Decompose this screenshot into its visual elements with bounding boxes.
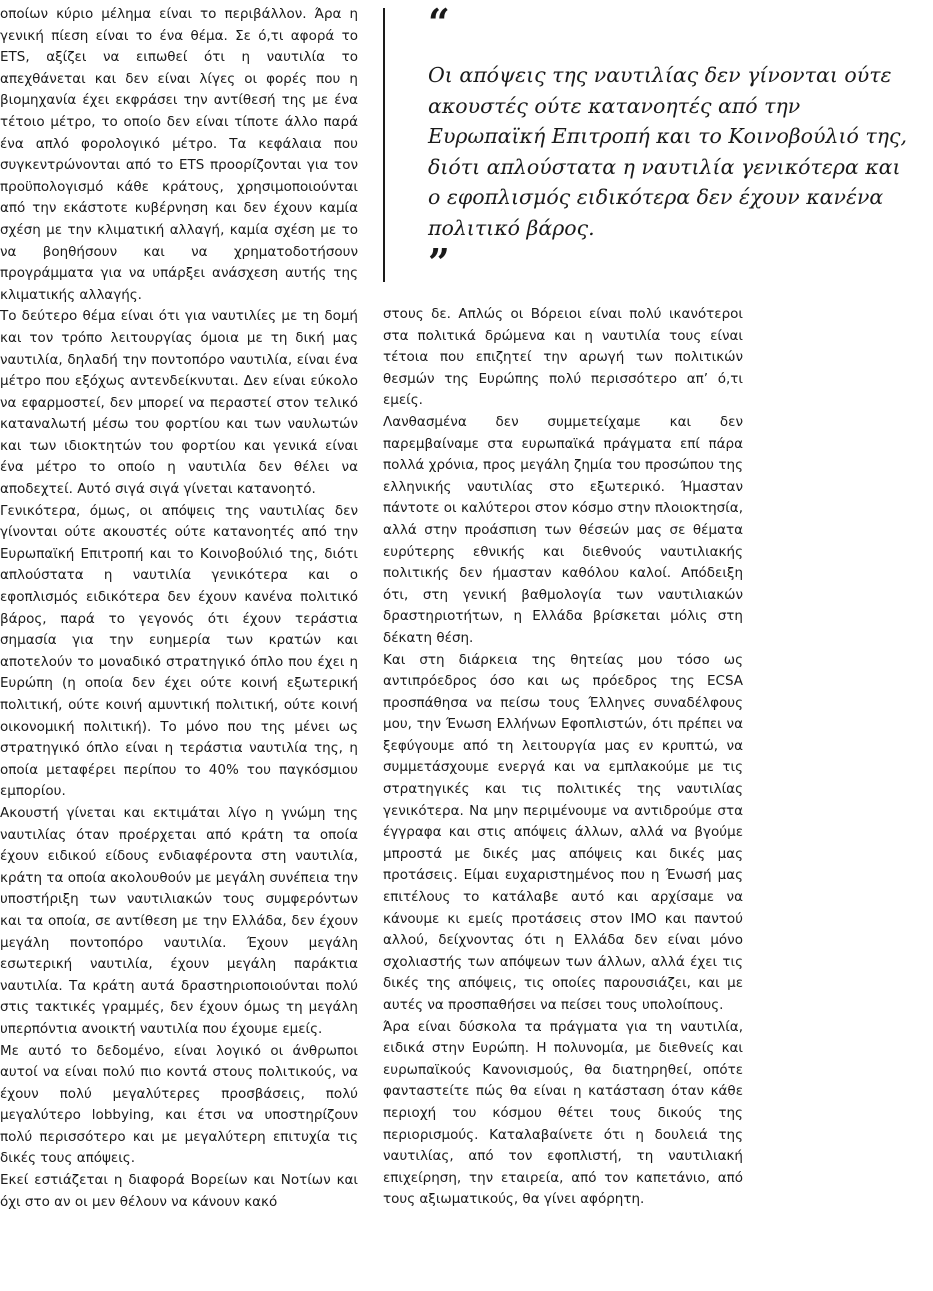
paragraph: οποίων κύριο μέλημα είναι το περιβάλλον. Άρα η γενική πίεση είναι το ένα θέμα. Σε ό,τι αφορά το ETS, αξίζει να ειπωθεί ότι η ναυτιλία το απεχθάνεται και δεν είναι λίγες οι φορές που η βιομηχανία έχει εκφράσει την αντίθεσή της με ένα τέτοιο μέτρο, το οποίο δεν είναι τίποτε άλλο παρά ένα απλό φορολογικό μέτρο. Τα κεφάλαια που συγκεντρώνονται από το ETS προορίζονται για τον προϋπολογισμό κάθε κράτους, χρησιμοποιούνται από την εκάστοτε κυβέρνηση και δεν έχουν καμία σχέση με την κλιματική αλλαγή, καμία σχέση με το να βοηθήσουν και να χρηματοδοτήσουν προγράμματα για να υπάρξει ανάσχεση αυτής της κλιματικής αλλαγής. <box>0 6 358 303</box>
right-column <box>383 304 743 1211</box>
paragraph: Ακουστή γίνεται και εκτιμάται λίγο η γνώμη της ναυτιλίας όταν προέρχεται από κράτη τα οποία έχουν ειδικού είδους ενδιαφέροντα στη ναυτιλία, κράτη τα οποία ακολουθούν με μεγάλη συνέπεια την υποστήριξη των ναυτιλιακών τους συμφερόντων και τα οποία, σε αντίθεση με την Ελλάδα, δεν έχουν μεγάλη ποντοπόρο ναυτιλία. Έχουν μεγάλη εσωτερική ναυτιλία, έχουν μεγάλη παράκτια ναυτιλία. Τα κράτη αυτά δραστηριοποιούνται πολύ στις τακτικές γραμμές, δεν έχουν όμως τη μεγάλη υπερπόντια ανοικτή ναυτιλία που έχουμε εμείς. <box>0 804 358 1037</box>
close-quote-mark: ” <box>428 240 450 285</box>
paragraph: Λανθασμένα δεν συμμετείχαμε και δεν παρεμβαίναμε στα ευρωπαϊκά πράγματα επί πάρα πολλά χρόνια, προς μεγάλη ζημία του προσώπου της ελληνικής ναυτιλίας στο εξωτερικό. Ήμασταν πάντοτε οι καλύτεροι στον κόσμο στην πλοιοκτησία, αλλά στην προάσπιση των θέσεών μας σε θέματα ευρύτερης εθνικής και διεθνούς ναυτιλιακής πολιτικής δεν ήμασταν καθόλου καλοί. Απόδειξη ότι, στη γενική βαθμολογία των ναυτιλιακών δραστηριοτήτων, η Ελλάδα βρίσκεται μόλις στη δέκατη θέση. <box>383 413 743 646</box>
paragraph: Το δεύτερο θέμα είναι ότι για ναυτιλίες με τη δομή και τον τρόπο λειτουργίας όμοια με τη δική μας ναυτιλία, δηλαδή την ποντοπόρο ναυτιλία, είναι ένα μέτρο που εξόχως αντενδείκνυται. Δεν είναι εύκολο να εφαρμοστεί, δεν μπορεί να περαστεί στον τελικό καταναλωτή μέσω του φορτίου και των ναυλωτών και των ιδιοκτητών του φορτίου και γενικά είναι ένα μέτρο το οποίο η ναυτιλία δεν θέλει να αποδεχτεί. Αυτό σιγά σιγά γίνεται κατανοητό. <box>0 308 358 498</box>
pull-quote <box>383 0 907 285</box>
open-quote-mark: “ <box>428 0 450 45</box>
quote-bar <box>383 8 385 282</box>
paragraph: Με αυτό το δεδομένο, είναι λογικό οι άνθρωποι αυτοί να είναι πολύ πιο κοντά στους πολιτικούς, να έχουν πολύ μεγαλύτερες προσβάσεις, πολύ μεγαλύτερο lobbying, και έτσι να υποστηρίζουν πολύ περισσότερο και με μεγαλύτερη επιτυχία τις δικές τους απόψεις. <box>0 1042 358 1167</box>
paragraph: Εκεί εστιάζεται η διαφορά Βορείων και Νοτίων και όχι στο αν οι μεν θέλουν να κάνουν κακό <box>0 1172 358 1210</box>
paragraph: Και στη διάρκεια της θητείας μου τόσο ως αντιπρόεδρος όσο και ως πρόεδρος της ECSA προσπάθησα να πείσω τους Έλληνες συναδέλφους μου, την Ένωση Ελλήνων Εφοπλιστών, ότι πρέπει να ξεφύγουμε από τη λειτουργία μας εν κρυπτώ, να συμμετάσχουμε ενεργά και να εμπλακούμε με τις στρατηγικές και τις πολιτικές της ναυτιλίας γενικότερα. Να μην περιμένουμε να αντιδρούμε στα έγγραφα και στις απόψεις άλλων, αλλά να βγούμε μπροστά με δικές μας απόψεις και δικές μας προτάσεις. Είμαι ευχαριστημένος που η Ένωσή μας επιτέλους το κατάλαβε αυτό και αρχίσαμε να κάνουμε κι εμείς προτάσεις στον IMO και παντού αλλού, δείχνοντας ότι η Ελλάδα δεν είναι μόνο σχολιαστής των απόψεων των άλλων, αλλά έχει τις δικές της απόψεις, τις οποίες παρουσιάζει, και με αυτές να προσπαθήσει να πείσει τους υπολοίπους. <box>383 651 743 1013</box>
left-column <box>0 4 358 1213</box>
paragraph: Άρα είναι δύσκολα τα πράγματα για τη ναυτιλία, ειδικά στην Ευρώπη. Η πολυνομία, με διεθνείς και ευρωπαϊκούς Κανονισμούς, θα διατηρηθεί, οπότε φανταστείτε πώς θα είναι η κατάσταση όταν κάθε περιοχή του κόσμου θέτει τους δικούς της περιορισμούς. Καταλαβαίνετε ότι η δουλειά της ναυτιλίας, από τον εφοπλιστή, τη ναυτιλιακή επιχείρηση, την εταιρεία, από τον καπετάνιο, από τους αξιωματικούς, θα γίνει αφόρητη. <box>383 1018 743 1208</box>
paragraph: στους δε. Απλώς οι Βόρειοι είναι πολύ ικανότεροι στα πολιτικά δρώμενα και η ναυτιλία τους είναι τέτοια που επιζητεί την αρωγή των πολιτικών θεσμών της Ευρώπης πολύ περισσότερο απ’ ό,τι εμείς. <box>383 306 743 409</box>
pull-quote-text: Οι απόψεις της ναυτιλίας δεν γίνονται ούτε ακουστές ούτε κατανοητές από την Ευρωπαϊκή Επιτροπή και το Κοινοβούλιό της, διότι απλούστατα η ναυτιλία γενικότερα και ο εφοπλισμός ειδικότερα δεν έχουν κανένα πολιτικό βάρος. <box>428 63 907 240</box>
paragraph: Γενικότερα, όμως, οι απόψεις της ναυτιλίας δεν γίνονται ούτε ακουστές ούτε κατανοητές από την Ευρωπαϊκή Επιτροπή και το Κοινοβούλιό της, διότι απλούστατα η ναυτιλία γενικότερα και ο εφοπλισμός ειδικότερα δεν έχουν κανένα πολιτικό βάρος, παρά το γεγονός ότι έχουν τεράστια σημασία για την ευημερία των κρατών και αποτελούν το μοναδικό στρατηγικό όπλο που έχει η Ευρώπη (η οποία δεν έχει ούτε κοινή εξωτερική πολιτική, ούτε κοινή αμυντική πολιτική, ούτε κοινή οικονομική πολιτική). Το μόνο που της μένει ως στρατηγικό όπλο είναι η τεράστια ναυτιλία της, η οποία μεταφέρει περίπου το 40% του παγκόσμιου εμπορίου. <box>0 502 358 800</box>
